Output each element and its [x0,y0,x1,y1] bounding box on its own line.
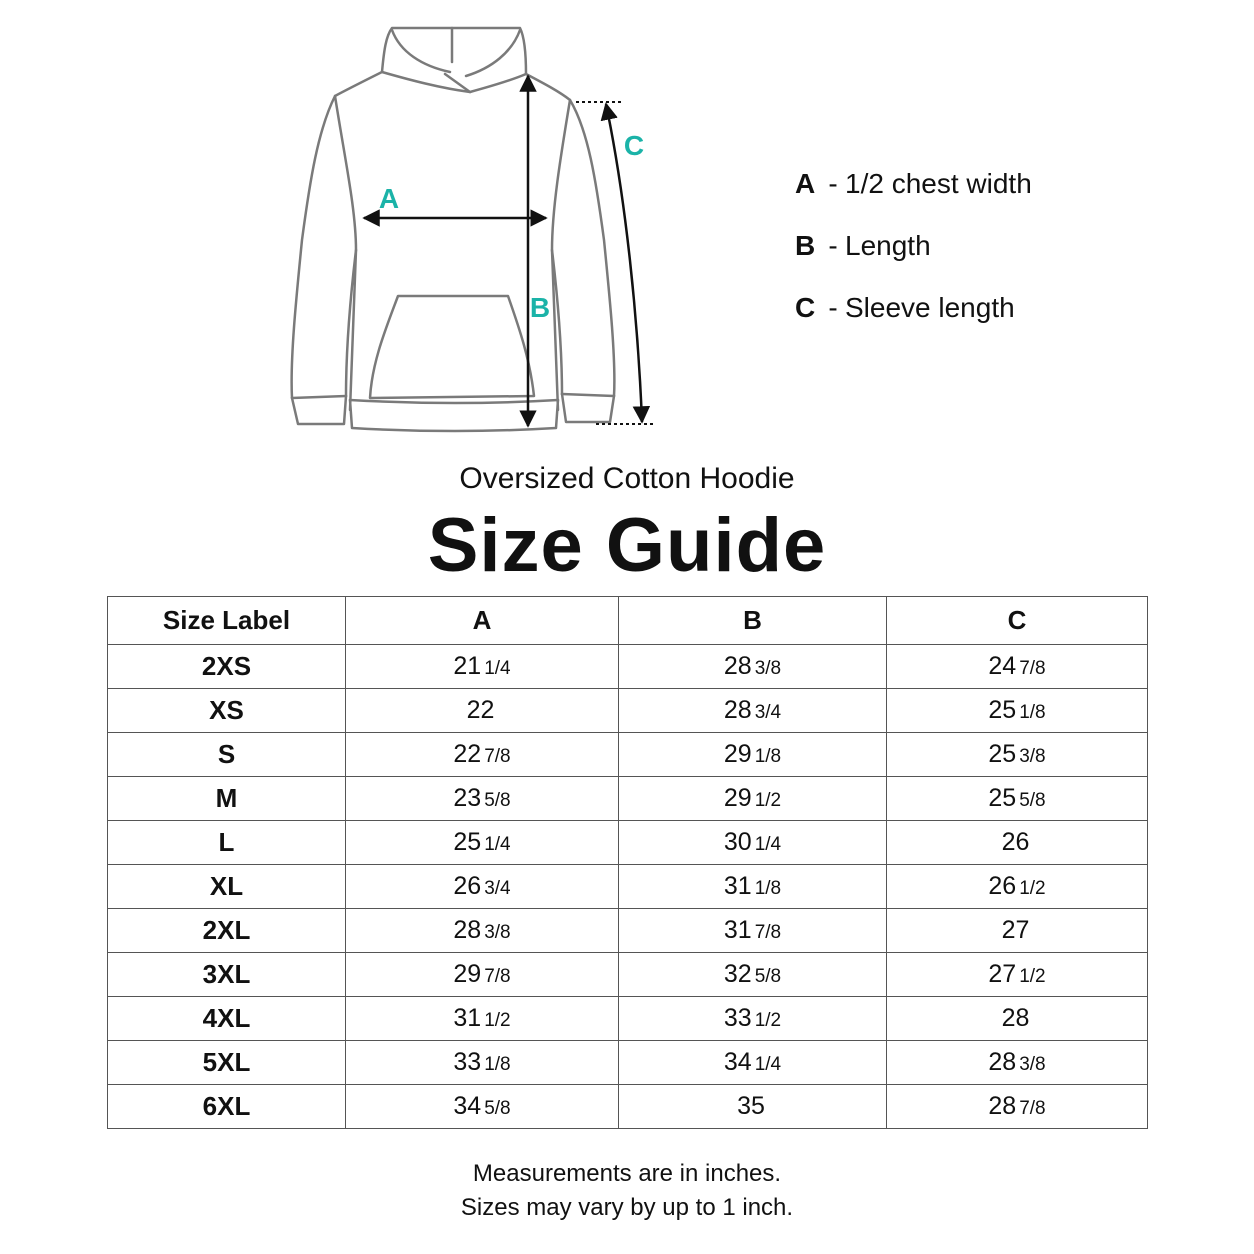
table-row [108,1085,1148,1129]
measure-b-cell [619,777,887,821]
measure-whole: 29 [453,960,482,988]
legend-item [795,292,1032,354]
measure-whole: 23 [453,784,482,812]
size-label-cell: XL [108,865,346,909]
measure-whole: 28 [723,652,752,680]
measure-fraction: 1/8 [754,746,782,767]
legend-key: A [795,168,816,199]
measure-b-cell [619,997,887,1041]
measure-c-cell [887,865,1148,909]
measure-whole: 28 [988,1092,1017,1120]
legend-key: B [795,230,816,261]
measure-whole: 33 [723,1004,752,1032]
column-header-size: Size Label [108,597,346,645]
measure-fraction: 1/2 [1019,878,1046,899]
measure-whole: 26 [988,872,1017,900]
measure-b-cell [619,865,887,909]
measure-whole: 31 [453,1004,482,1032]
measure-a-cell [346,645,619,689]
measure-a-cell [346,909,619,953]
table-row [108,1041,1148,1085]
measure-c-cell [887,997,1148,1041]
legend-text: Sleeve length [845,292,1015,323]
table-row [108,645,1148,689]
hoodie-diagram [0,0,1254,450]
product-name: Oversized Cotton Hoodie [459,462,795,495]
measure-whole: 26 [453,872,482,900]
measure-c-cell [887,689,1148,733]
table-header-row [108,597,1148,645]
column-header-c: C [887,597,1148,645]
measure-fraction: 7/8 [754,922,782,943]
measure-whole: 25 [988,784,1017,812]
measure-whole: 28 [723,696,752,724]
measure-b-label: B [529,292,551,323]
legend-separator: - [828,230,838,261]
measure-whole: 26 [1001,828,1030,856]
measure-whole: 28 [988,1048,1017,1076]
measure-fraction: 1/8 [484,1054,511,1075]
legend-key: C [795,292,816,323]
measure-c-cell [887,1085,1148,1129]
measure-fraction: 1/4 [484,834,511,855]
measure-whole: 34 [453,1092,482,1120]
measure-a-cell [346,1085,619,1129]
measure-fraction: 1/2 [754,790,782,811]
measure-b-cell [619,909,887,953]
measure-whole: 25 [453,828,482,856]
measure-fraction: 3/8 [754,658,782,679]
measure-b-cell [619,1041,887,1085]
size-label-cell: XS [108,689,346,733]
size-label-cell: 4XL [108,997,346,1041]
table-row [108,953,1148,997]
size-label-cell: 3XL [108,953,346,997]
measure-c-cell [887,1041,1148,1085]
measure-fraction: 7/8 [1019,1098,1046,1119]
measure-a-cell [346,821,619,865]
measure-a-cell [346,1041,619,1085]
column-header-a: A [346,597,619,645]
measure-a-label: A [378,183,400,214]
measure-fraction: 1/8 [1019,702,1046,723]
table-row [108,997,1148,1041]
size-label-cell: 5XL [108,1041,346,1085]
measure-b-cell [619,689,887,733]
measure-whole: 22 [466,696,495,724]
measure-whole: 25 [988,740,1017,768]
measure-whole: 29 [723,740,752,768]
measure-whole: 24 [988,652,1017,680]
legend-separator: - [828,168,838,199]
measure-fraction: 1/2 [754,1010,782,1031]
measure-whole: 34 [723,1048,752,1076]
measure-a-cell [346,689,619,733]
measure-b-cell [619,821,887,865]
measure-fraction: 3/8 [1019,746,1046,767]
measure-a-cell [346,733,619,777]
measure-c-cell [887,953,1148,997]
size-label-cell: S [108,733,346,777]
legend-item [795,168,1032,230]
measure-b-cell [619,645,887,689]
measure-a-cell [346,777,619,821]
measure-fraction: 5/8 [484,790,511,811]
measure-fraction: 1/4 [754,834,782,855]
measure-fraction: 1/2 [484,1010,511,1031]
measure-fraction: 1/4 [484,658,511,679]
measure-a-cell [346,865,619,909]
measure-c-cell [887,909,1148,953]
size-label-cell: 2XL [108,909,346,953]
measure-fraction: 5/8 [1019,790,1046,811]
measure-b-cell [619,1085,887,1129]
measure-whole: 21 [453,652,482,680]
table-row [108,689,1148,733]
measure-fraction: 1/4 [754,1054,782,1075]
table-row [108,909,1148,953]
hoodie-outline [292,28,615,431]
measure-c-cell [887,821,1148,865]
measure-fraction: 3/8 [1019,1054,1046,1075]
measure-c-cell [887,645,1148,689]
footnote-units: Measurements are in inches. [472,1160,782,1187]
measure-whole: 22 [453,740,482,768]
measure-whole: 35 [737,1092,765,1120]
measure-c-cell [887,733,1148,777]
measure-c-label: C [623,130,645,161]
footnote-variance: Sizes may vary by up to 1 inch. [460,1194,794,1221]
size-label-cell: 6XL [108,1085,346,1129]
table-row [108,821,1148,865]
legend-separator: - [828,292,838,323]
measure-fraction: 3/4 [754,702,782,723]
measure-whole: 27 [1001,916,1030,944]
measure-whole: 31 [723,916,752,944]
measure-whole: 32 [723,960,752,988]
size-label-cell: M [108,777,346,821]
measure-whole: 28 [453,916,482,944]
measure-fraction: 5/8 [484,1098,511,1119]
legend-item [795,230,1032,292]
table-body [108,645,1148,1129]
measure-c-cell [887,777,1148,821]
measure-fraction: 3/4 [484,878,511,899]
table-row [108,865,1148,909]
measure-fraction: 3/8 [484,922,511,943]
size-label-cell: 2XS [108,645,346,689]
measure-fraction: 1/2 [1019,966,1046,987]
table-row [108,733,1148,777]
measure-whole: 25 [988,696,1017,724]
measure-fraction: 7/8 [1019,658,1046,679]
measurement-legend [795,168,1032,354]
measure-whole: 28 [1001,1004,1030,1032]
measure-fraction: 7/8 [484,746,511,767]
legend-text: Length [845,230,931,261]
measure-whole: 27 [988,960,1017,988]
legend-text: 1/2 chest width [845,168,1032,199]
measure-b-cell [619,733,887,777]
size-table [107,596,1148,1129]
measure-whole: 31 [723,872,752,900]
page-title: Size Guide [427,503,827,588]
measure-whole: 30 [723,828,752,856]
measure-a-cell [346,997,619,1041]
measure-fraction: 5/8 [754,966,782,987]
measure-whole: 29 [723,784,752,812]
measure-fraction: 1/8 [754,878,782,899]
table-row [108,777,1148,821]
measure-b-cell [619,953,887,997]
size-label-cell: L [108,821,346,865]
column-header-b: B [619,597,887,645]
measure-whole: 33 [453,1048,482,1076]
measure-fraction: 7/8 [484,966,511,987]
measure-a-cell [346,953,619,997]
